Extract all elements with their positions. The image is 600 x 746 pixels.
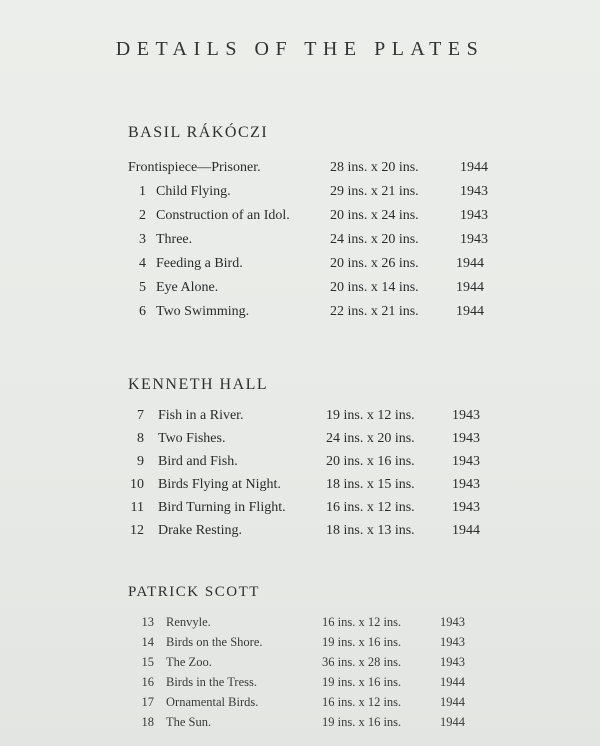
- plate-year: 1943: [440, 635, 465, 649]
- plate-title: Birds on the Shore.: [166, 635, 263, 649]
- plate-year: 1944: [452, 523, 480, 538]
- plate-size: 22 ins. x 21 ins.: [330, 304, 419, 319]
- plate-size: 24 ins. x 20 ins.: [330, 232, 419, 247]
- plate-row: [0, 230, 600, 250]
- plate-row: [0, 278, 600, 298]
- plate-number: 16: [141, 675, 154, 689]
- plate-title: Birds Flying at Night.: [158, 477, 281, 492]
- plate-title: Frontispiece—Prisoner.: [128, 160, 261, 175]
- plate-size: 16 ins. x 12 ins.: [326, 500, 415, 515]
- plate-year: 1943: [452, 431, 480, 446]
- plate-row: [0, 452, 600, 472]
- plate-year: 1943: [452, 477, 480, 492]
- plate-row: [0, 206, 600, 226]
- plate-number: 15: [141, 655, 154, 669]
- plate-size: 28 ins. x 20 ins.: [330, 160, 419, 175]
- page-title: DETAILS OF THE PLATES: [115, 38, 485, 60]
- plate-number: 13: [141, 615, 154, 629]
- plate-title: Birds in the Tress.: [166, 675, 257, 689]
- plate-year: 1943: [452, 408, 480, 423]
- plate-row: [0, 521, 600, 541]
- plate-number: 10: [130, 477, 144, 492]
- plate-row: [0, 302, 600, 322]
- plate-title: Ornamental Birds.: [166, 695, 259, 709]
- plate-title: Bird Turning in Flight.: [158, 500, 286, 515]
- plate-number: 14: [141, 635, 154, 649]
- plate-title: Feeding a Bird.: [156, 256, 243, 271]
- plate-year: 1943: [460, 208, 488, 223]
- plate-row: [0, 632, 600, 652]
- plate-number: 8: [137, 431, 144, 446]
- plate-number: 6: [139, 304, 146, 319]
- plate-number: 12: [130, 523, 144, 538]
- plate-row: [0, 612, 600, 632]
- plate-row: [0, 254, 600, 274]
- plate-title: Two Swimming.: [156, 304, 250, 319]
- plate-year: 1944: [440, 675, 465, 689]
- plate-year: 1944: [456, 280, 484, 295]
- plate-title: Three.: [156, 232, 193, 247]
- plate-size: 16 ins. x 12 ins.: [322, 615, 402, 629]
- artist-heading-rakoczi: BASIL RÁKÓCZI: [128, 124, 269, 141]
- plate-year: 1943: [452, 454, 480, 469]
- plate-number: 3: [139, 232, 146, 247]
- plate-year: 1944: [456, 304, 484, 319]
- plate-row: [0, 672, 600, 692]
- plate-year: 1943: [460, 184, 488, 199]
- plate-year: 1944: [440, 715, 465, 729]
- plate-row: [0, 406, 600, 426]
- plate-size: 19 ins. x 16 ins.: [322, 715, 402, 729]
- plate-size: 16 ins. x 12 ins.: [322, 695, 402, 709]
- plate-size: 20 ins. x 16 ins.: [326, 454, 415, 469]
- plate-size: 36 ins. x 28 ins.: [322, 655, 402, 669]
- plate-size: 29 ins. x 21 ins.: [330, 184, 419, 199]
- artist-heading-hall: KENNETH HALL: [128, 376, 269, 393]
- plate-year: 1943: [452, 500, 480, 515]
- plate-number: 9: [137, 454, 144, 469]
- plate-year: 1944: [456, 256, 484, 271]
- plate-size: 20 ins. x 24 ins.: [330, 208, 419, 223]
- plate-number: 18: [141, 715, 154, 729]
- plate-size: 19 ins. x 16 ins.: [322, 675, 402, 689]
- plate-row: [0, 498, 600, 518]
- plate-size: 19 ins. x 16 ins.: [322, 635, 402, 649]
- plate-row: [0, 652, 600, 672]
- plate-row: [0, 158, 600, 178]
- plate-size: 18 ins. x 15 ins.: [326, 477, 415, 492]
- plate-year: 1944: [460, 160, 488, 175]
- plate-title: Fish in a River.: [158, 408, 244, 423]
- plate-title: Construction of an Idol.: [156, 208, 290, 223]
- plate-size: 24 ins. x 20 ins.: [326, 431, 415, 446]
- plate-number: 1: [139, 184, 146, 199]
- plate-year: 1943: [440, 615, 465, 629]
- plate-year: 1943: [460, 232, 488, 247]
- plate-size: 20 ins. x 26 ins.: [330, 256, 419, 271]
- plate-row: [0, 475, 600, 495]
- plate-row: [0, 429, 600, 449]
- plate-number: 5: [139, 280, 146, 295]
- plate-number: 11: [130, 500, 144, 515]
- plate-title: Child Flying.: [156, 184, 231, 199]
- plate-row: [0, 692, 600, 712]
- plate-title: Bird and Fish.: [158, 454, 238, 469]
- plate-number: 7: [137, 408, 144, 423]
- plate-number: 4: [139, 256, 146, 271]
- plate-year: 1944: [440, 695, 465, 709]
- plate-title: Drake Resting.: [158, 523, 242, 538]
- plate-title: Renvyle.: [166, 615, 211, 629]
- plate-size: 20 ins. x 14 ins.: [330, 280, 419, 295]
- plate-row: [0, 182, 600, 202]
- artist-heading-scott: PATRICK SCOTT: [128, 584, 260, 600]
- plate-number: 2: [139, 208, 146, 223]
- plate-number: 17: [141, 695, 154, 709]
- plate-title: Eye Alone.: [156, 280, 219, 295]
- plate-title: Two Fishes.: [158, 431, 226, 446]
- plate-size: 19 ins. x 12 ins.: [326, 408, 415, 423]
- plate-year: 1943: [440, 655, 465, 669]
- plate-row: [0, 712, 600, 732]
- plate-size: 18 ins. x 13 ins.: [326, 523, 415, 538]
- plate-title: The Sun.: [166, 715, 212, 729]
- plate-title: The Zoo.: [166, 655, 212, 669]
